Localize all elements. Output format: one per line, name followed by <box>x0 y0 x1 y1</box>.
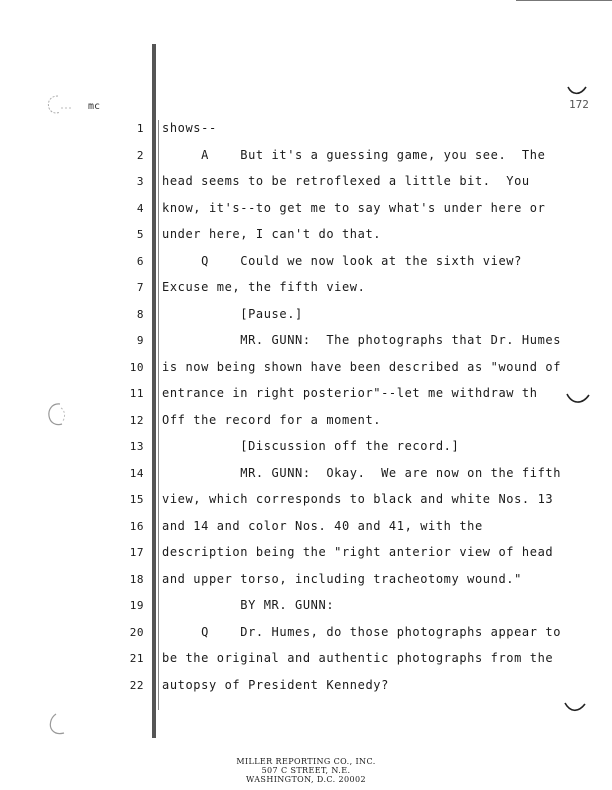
transcript-line: view, which corresponds to black and white Nos. 13 <box>162 492 554 506</box>
transcript-line: and upper torso, including tracheotomy wound." <box>162 572 522 586</box>
top-edge-rule <box>516 0 612 1</box>
line-number: 9 <box>136 334 144 347</box>
line-number: 7 <box>136 281 144 294</box>
check-mark-line-11 <box>564 390 592 408</box>
line-number: 3 <box>136 175 144 188</box>
transcript-line: autopsy of President Kennedy? <box>162 678 389 692</box>
transcript-line: description being the "right anterior view of head <box>162 545 554 559</box>
line-number: 17 <box>129 546 144 559</box>
punch-hole-bottom <box>44 710 74 740</box>
line-number: 11 <box>129 387 144 400</box>
transcript-line: Off the record for a moment. <box>162 413 382 427</box>
transcript-line: BY MR. GUNN: <box>162 598 335 612</box>
transcript-line: head seems to be retroflexed a little bit. You <box>162 174 530 188</box>
line-number: 22 <box>129 679 144 692</box>
line-number: 19 <box>129 599 144 612</box>
transcript-line: [Discussion off the record.] <box>162 439 460 453</box>
transcript-line: Q Could we now look at the sixth view? <box>162 254 522 268</box>
line-number: 16 <box>129 520 144 533</box>
transcript-line: Excuse me, the fifth view. <box>162 280 366 294</box>
footer-company: MILLER REPORTING CO., INC. <box>236 757 376 766</box>
transcript-line: MR. GUNN: Okay. We are now on the fifth <box>162 466 562 480</box>
reporter-initials: mc <box>88 101 101 112</box>
transcript-line: A But it's a guessing game, you see. The <box>162 148 546 162</box>
transcript-line: MR. GUNN: The photographs that Dr. Humes <box>162 333 562 347</box>
line-number: 8 <box>136 308 144 321</box>
check-mark-bottom <box>562 700 588 716</box>
line-number: 6 <box>136 255 144 268</box>
line-number: 18 <box>129 573 144 586</box>
left-margin-rule <box>152 44 156 738</box>
line-number: 2 <box>136 149 144 162</box>
line-number: 1 <box>136 122 144 135</box>
transcript-line: entrance in right posterior"--let me withdraw th <box>162 386 538 400</box>
transcript-line: and 14 and color Nos. 40 and 41, with the <box>162 519 483 533</box>
line-number: 4 <box>136 202 144 215</box>
line-number: 20 <box>129 626 144 639</box>
line-number: 13 <box>129 440 144 453</box>
left-margin-rule-inner <box>158 120 159 710</box>
line-number: 12 <box>129 414 144 427</box>
punch-hole-middle <box>44 398 74 432</box>
punch-hole-top <box>44 92 74 118</box>
footer-city: WASHINGTON, D.C. 20002 <box>246 775 366 784</box>
line-number: 21 <box>129 652 144 665</box>
footer-street: 507 C STREET, N.E. <box>261 766 351 775</box>
transcript-line: [Pause.] <box>162 307 303 321</box>
transcript-line: is now being shown have been described as "wound of <box>162 360 562 374</box>
page-check-mark-top <box>566 84 588 98</box>
page-number: 172 <box>569 98 589 111</box>
line-number: 14 <box>129 467 144 480</box>
line-number: 10 <box>129 361 144 374</box>
line-number: 15 <box>129 493 144 506</box>
transcript-line: shows-- <box>162 121 217 135</box>
line-number: 5 <box>136 228 144 241</box>
transcript-line: know, it's--to get me to say what's under here or <box>162 201 546 215</box>
transcript-line: Q Dr. Humes, do those photographs appear to <box>162 625 562 639</box>
transcript-line: be the original and authentic photographs from the <box>162 651 554 665</box>
transcript-line: under here, I can't do that. <box>162 227 382 241</box>
